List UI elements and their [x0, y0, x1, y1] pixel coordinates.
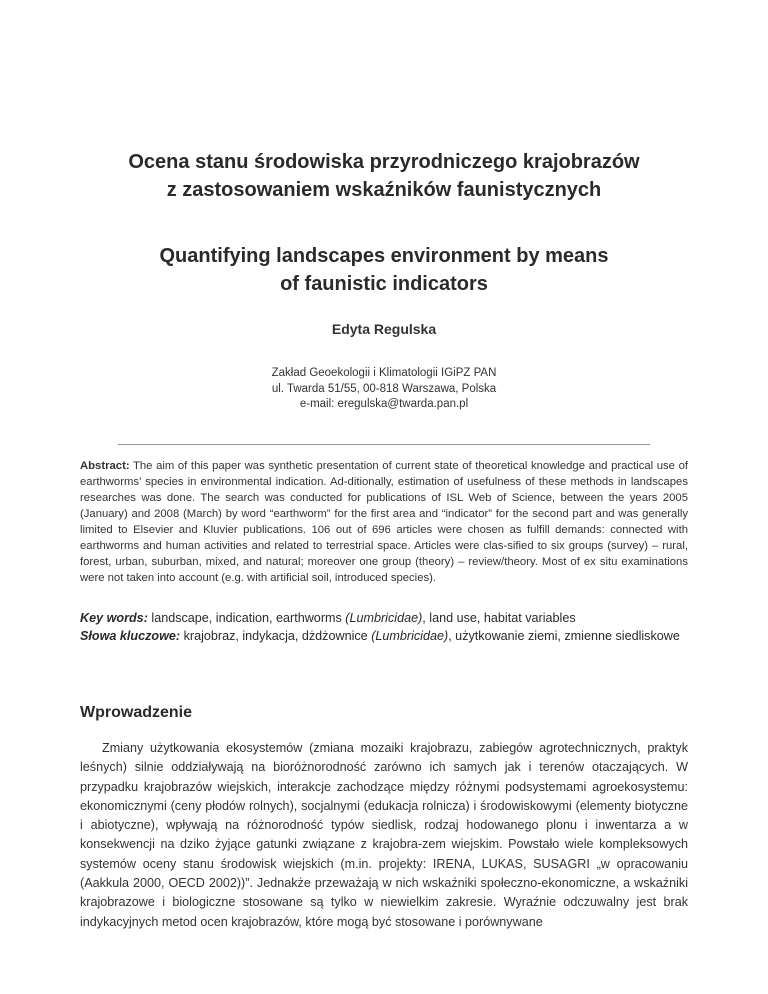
affiliation-address: ul. Twarda 51/55, 00-818 Warszawa, Polska — [271, 382, 497, 395]
keywords-polish-taxon: (Lumbricidae) — [371, 629, 449, 643]
title-polish — [0, 148, 768, 204]
abstract-text: The aim of this paper was synthetic presentation of current state of theoretical knowledge and practical use of earthworms’ species in environmental indication. Ad-ditionally, estimation of usefulness of these methods in landscapes researches was done. The search was conducted for publications of ISL Web of Science, between the years 2005 (January) and 2008 (March) by word “earthworm” for the first area and “indicator” for the second part and was generally limited to Elsevier and Kluvier publications. 106 out of 696 articles were chosen as fulfill demands: connected with earthworms and human activities and related to terrestrial space. Articles were clas-sified to six groups (survey) – rural, forest, urban, suburban, mixed, and natural; moreover one group (theory) – review/theory. Most of ex situ examinations were not taken into account (e.g. with artificial soil, introduced species). — [80, 460, 688, 584]
divider-line — [118, 444, 650, 445]
keywords-english — [80, 609, 688, 627]
body-paragraph: Zmiany użytkowania ekosystemów (zmiana mozaiki krajobrazu, zabiegów agrotechnicznych, praktyk leśnych) silnie oddziaływają na bioróżnorodność zarówno ich samych jak i terenów otaczających. W przypadku krajobrazów wiejskich, interakcje zachodzące między różnymi podsystemami agroekosystemu: ekonomicznymi (ceny płodów rolnych), socjalnymi (edukacja rolnicza) i środowiskowymi (elementy biotyczne i abiotyczne), wpływają na różnorodność typów siedlisk, rodzaj hodowanego plonu i inwentarza a w konsekwencji na dziko żyjące gatunki związane z krajobra-zem wiejskim. Powstało wiele kompleksowych systemów oceny stanu środowisk wiejskich (m.in. projekty: IRENA, LUKAS, SUSAGRI „w opracowaniu (Aakkula 2000, OECD 2002))”. Jednakże przeważają w nich wskaźniki społeczno-ekonomiczne, a wskaźniki krajobrazowe i biologiczne stosowane są tylko w niewielkim zakresie. Wyraźnie odczuwalny jest brak indykacyjnych metod ocen krajobrazów, które mogą być stosowane i porównywane — [80, 741, 688, 929]
title-polish-line-1: Ocena stanu środowiska przyrodniczego krajobrazów — [128, 151, 640, 173]
section-heading: Wprowadzenie — [80, 704, 193, 721]
keywords-polish-text-2: , użytkowanie ziemi, zmienne siedliskowe — [448, 629, 680, 643]
title-english-line-1: Quantifying landscapes environment by means — [159, 245, 609, 267]
title-english — [0, 242, 768, 298]
keywords-english-label: Key words: — [80, 611, 148, 625]
keywords-polish — [80, 627, 688, 645]
affiliation — [0, 366, 768, 413]
keywords-english-text-1: landscape, indication, earthworms — [147, 611, 346, 625]
keywords-block — [80, 609, 688, 645]
affiliation-institute: Zakład Geoekologii i Klimatologii IGiPZ PAN — [271, 367, 497, 379]
abstract — [80, 458, 688, 586]
author-name: Edyta Regulska — [331, 321, 437, 337]
affiliation-email: e-mail: eregulska@twarda.pan.pl — [299, 398, 469, 410]
keywords-polish-label: Słowa kluczowe: — [80, 629, 181, 643]
keywords-polish-text-1: krajobraz, indykacja, dżdżownice — [180, 629, 372, 643]
title-english-line-2: of faunistic indicators — [280, 273, 488, 295]
abstract-label: Abstract: — [80, 460, 130, 472]
keywords-english-taxon: (Lumbricidae) — [345, 611, 423, 625]
keywords-english-text-2: , land use, habitat variables — [422, 611, 576, 625]
title-polish-line-2: z zastosowaniem wskaźników faunistycznych — [166, 179, 602, 201]
